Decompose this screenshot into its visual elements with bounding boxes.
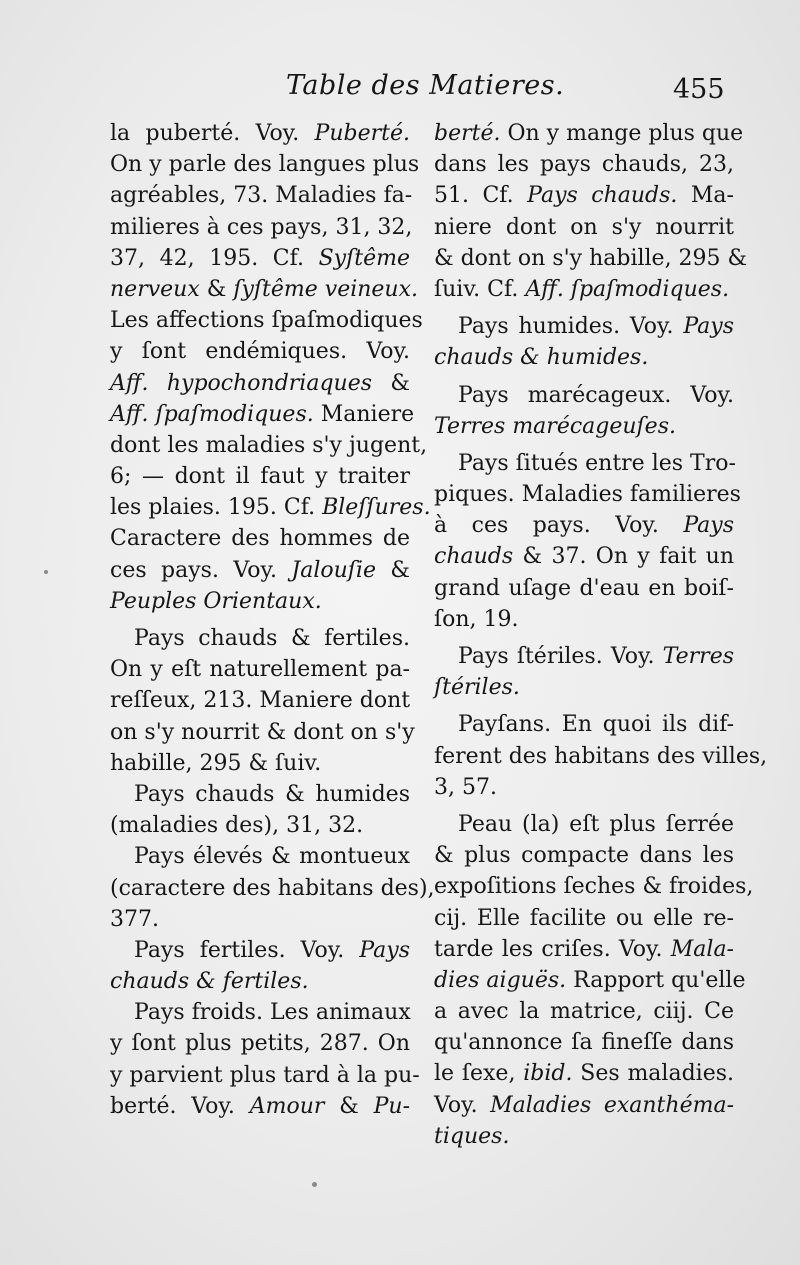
text-line [434,510,734,541]
text-run: Aff. ſpaſmodiques. [110,401,314,427]
text-run: & dont on s'y habille, 295 & [434,245,748,271]
text-run: Peuples Orientaux. [110,588,322,614]
ink-spot [312,1182,317,1187]
text-run: tiques. [434,1123,510,1149]
text-line [434,1027,734,1058]
text-run: y ſont endémiques. Voy. [110,339,410,365]
text-run: Pu- [373,1093,410,1119]
text-run: ferent des habitans des villes, [434,743,768,769]
text-run: cij. Elle facilite ou elle re- [434,905,734,931]
text-line [110,399,415,430]
text-line [434,996,734,1027]
text-run: niere dont on s'y nourrit [434,214,734,240]
text-line [434,709,734,740]
text-run: ſuiv. Cf. [434,276,526,302]
text-run: habille, 295 & ſuiv. [110,750,322,776]
text-run: Pays ſtériles. Voy. [458,644,663,669]
text-run: Terres [662,644,734,669]
text-line [110,935,410,966]
text-line [110,748,410,779]
ink-spot [44,570,48,574]
right-column [434,118,768,1152]
text-run: Terres marécageuſes. [434,413,676,439]
text-run: Rapport qu'elle [566,967,746,993]
text-run: (maladies des), 31, 32. [110,813,364,839]
text-line [434,604,734,635]
text-line [110,243,410,274]
text-line [434,809,734,840]
text-run: Ma- [677,183,734,209]
text-run: Pays chauds & humides [134,781,410,807]
text-line [434,243,748,274]
text-line [110,492,431,523]
text-run: ces pays. Voy. [110,557,292,583]
text-run: chauds & fertiles. [110,969,309,995]
text-line [110,810,410,841]
text-run: Maladies exanthéma- [490,1092,735,1118]
text-run: agréables, 73. Maladies fa- [110,183,413,209]
text-line [110,654,410,685]
text-run: On y mange plus que [500,121,744,146]
text-line [110,336,410,367]
text-run: grand uſage d'eau en boiſ- [434,575,734,601]
text-run: milieres à ces pays, 31, 32, [110,214,413,240]
text-line [110,841,410,872]
text-run: Peau (la) eſt plus ſerrée [458,811,734,837]
text-run: piques. Maladies familieres [434,482,741,508]
text-run: Pays ſitués entre les Tro- [458,450,736,476]
text-line [110,997,410,1028]
text-run: qu'annonce ſa fineſſe dans [434,1030,734,1056]
text-line [110,523,410,554]
text-line [110,717,415,748]
text-line [434,772,734,803]
text-line [434,871,754,902]
text-run: Les affections ſpaſmodiques [110,308,423,334]
text-line [434,411,734,442]
text-run: Jalouſie [291,557,376,583]
text-line [434,212,734,243]
text-line [110,430,428,461]
text-run: ſon, 19. [434,606,519,632]
text-run: Bleſſures. [322,495,431,521]
text-run: à ces pays. Voy. [434,513,684,539]
text-run: & [199,276,234,302]
text-run: Ses maladies. [572,1061,734,1087]
text-line [434,965,746,996]
text-run: ibid. [523,1061,573,1087]
text-run: Pays fertiles. Voy. [134,937,360,963]
text-line [110,149,420,180]
text-run: y parvient plus tard à la pu- [110,1062,420,1088]
text-line [434,573,734,604]
text-line [110,118,410,149]
text-run: Pays [683,513,734,539]
text-line [434,274,734,305]
text-line [110,368,410,399]
text-run: (caractere des habitans des), [110,875,435,901]
text-line [110,904,410,935]
text-run: Payſans. En quoi ils dif- [458,712,734,738]
text-run: Caractere des hommes de [110,526,410,552]
text-line [110,180,413,211]
text-run: Puberté. [314,121,410,146]
text-run: Pays marécageux. Voy. [458,382,734,408]
text-run: On y eſt naturellement pa- [110,657,410,683]
text-run: chauds [434,544,514,570]
text-run: chauds & humides. [434,345,649,371]
text-run: Pays chauds. [527,183,678,209]
text-line [434,479,741,510]
text-line [434,342,734,373]
text-line [434,903,734,934]
text-line [110,685,410,716]
text-run: Maniere [313,401,415,427]
text-line [110,1091,410,1122]
text-run: dies aiguës. [434,967,567,993]
text-run: & 37. On y fait un [513,544,734,570]
text-run: y ſont plus petits, 287. On [110,1031,410,1057]
text-run: a avec la matrice, ciij. Ce [434,999,734,1025]
text-line [434,1121,734,1152]
text-line [110,1060,420,1091]
text-run: & plus compacte dans les [434,843,734,869]
text-line [434,934,734,965]
text-run: ſyſtême veineux. [233,276,419,302]
text-run: Syſtême [318,245,410,271]
text-run: Pays [359,937,410,963]
text-run: dans les pays chauds, 23, [434,152,734,178]
text-run: Pays froids. Les animaux [134,1000,411,1026]
text-run: la puberté. Voy. [110,121,315,146]
text-line [110,966,410,997]
text-line [434,840,734,871]
text-run: Pays élevés & montueux [134,844,410,870]
text-run: & [376,557,410,583]
text-line [434,448,734,479]
text-run: 37, 42, 195. Cf. [110,245,319,271]
text-line [434,741,768,772]
text-line [110,1028,410,1059]
text-run: Mala- [670,936,734,962]
text-line [110,555,410,586]
text-run: Amour [249,1093,325,1119]
text-line [434,149,734,180]
text-line [110,305,423,336]
text-run: on s'y nourrit & dont on s'y [110,719,415,745]
text-line [434,180,734,211]
text-run: reſſeux, 213. Maniere dont [110,688,411,714]
text-run: 51. Cf. [434,183,528,209]
text-line [110,461,410,492]
text-run: ſtériles. [434,675,520,701]
text-run: les plaies. 195. Cf. [110,495,323,521]
text-run: Pays [683,314,734,340]
text-run: expoſitions ſeches & froides, [434,874,754,900]
text-line [434,672,734,703]
text-run: nerveux [110,276,200,302]
left-column [110,118,435,1122]
text-run: berté. Voy. [110,1093,250,1119]
text-run: tarde les criſes. Voy. [434,936,671,962]
text-line [110,873,435,904]
text-line [110,623,410,654]
text-line [110,212,413,243]
text-run: Pays chauds & fertiles. [134,626,410,651]
text-run: 6; — dont il faut y traiter [110,464,410,490]
text-line [434,1058,734,1089]
text-line [434,380,734,411]
text-run: berté. [434,121,501,146]
text-line [110,586,410,617]
text-line [434,311,734,342]
page-header [0,70,800,110]
text-line [110,274,419,305]
text-run: 3, 57. [434,774,497,800]
text-run: dont les maladies s'y jugent, [110,432,428,458]
text-line [434,118,744,149]
text-run: Pays humides. Voy. [458,314,684,340]
text-run: 377. [110,906,159,932]
text-run: & [372,370,410,396]
text-run: Voy. [434,1092,491,1118]
page-number: 455 [673,74,725,105]
text-run: Aff. hypochondriaques [110,370,373,396]
text-line [434,541,734,572]
text-run: Aff. ſpaſmodiques. [525,276,730,302]
text-run: & [324,1093,374,1119]
text-run: le ſexe, [434,1061,524,1087]
text-run: On y parle des langues plus [110,152,420,178]
text-line [434,641,734,672]
text-line [110,779,410,810]
text-line [434,1090,734,1121]
running-title: Table des Matieres. [286,70,565,101]
